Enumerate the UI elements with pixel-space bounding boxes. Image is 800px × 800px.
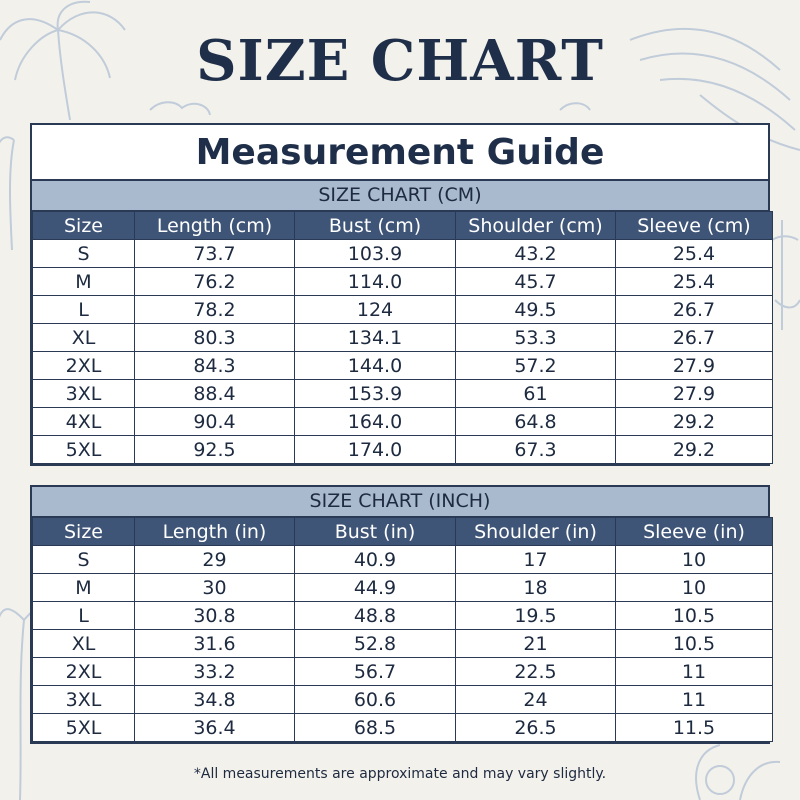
sleeve-cell: 11 xyxy=(616,658,773,686)
size-cell: 2XL xyxy=(33,658,135,686)
sleeve-cell: 27.9 xyxy=(616,380,773,408)
table-row xyxy=(33,240,773,268)
cm-table xyxy=(32,211,773,464)
shoulder-cell: 53.3 xyxy=(456,324,616,352)
size-cell: 2XL xyxy=(33,352,135,380)
bust-cell: 153.9 xyxy=(295,380,456,408)
size-cell: 5XL xyxy=(33,714,135,742)
bust-cell: 48.8 xyxy=(295,602,456,630)
shoulder-cell: 26.5 xyxy=(456,714,616,742)
bust-cell: 52.8 xyxy=(295,630,456,658)
table-row xyxy=(33,324,773,352)
disclaimer-footnote: *All measurements are approximate and may vary slightly. xyxy=(193,766,607,782)
bust-cell: 164.0 xyxy=(295,408,456,436)
table-row xyxy=(33,658,773,686)
length-cell: 36.4 xyxy=(135,714,295,742)
bust-cell: 134.1 xyxy=(295,324,456,352)
inch-table-caption: SIZE CHART (INCH) xyxy=(32,487,768,517)
length-cell: 78.2 xyxy=(135,296,295,324)
shoulder-cell: 43.2 xyxy=(456,240,616,268)
inch-table xyxy=(32,517,773,742)
column-header-bust: Bust (in) xyxy=(295,518,456,546)
column-header-bust: Bust (cm) xyxy=(295,212,456,240)
cm-header-row xyxy=(33,212,773,240)
shoulder-cell: 61 xyxy=(456,380,616,408)
bust-cell: 68.5 xyxy=(295,714,456,742)
size-cell: M xyxy=(33,574,135,602)
shoulder-cell: 57.2 xyxy=(456,352,616,380)
length-cell: 30.8 xyxy=(135,602,295,630)
sleeve-cell: 11 xyxy=(616,686,773,714)
length-cell: 31.6 xyxy=(135,630,295,658)
size-cell: L xyxy=(33,602,135,630)
shoulder-cell: 17 xyxy=(456,546,616,574)
bust-cell: 103.9 xyxy=(295,240,456,268)
size-cell: 3XL xyxy=(33,380,135,408)
length-cell: 88.4 xyxy=(135,380,295,408)
bust-cell: 144.0 xyxy=(295,352,456,380)
length-cell: 73.7 xyxy=(135,240,295,268)
cm-table-caption: SIZE CHART (CM) xyxy=(32,181,768,211)
measurement-guide-heading: Measurement Guide xyxy=(32,125,768,181)
table-row xyxy=(33,408,773,436)
sleeve-cell: 29.2 xyxy=(616,436,773,464)
shoulder-cell: 64.8 xyxy=(456,408,616,436)
column-header-sleeve: Sleeve (cm) xyxy=(616,212,773,240)
size-cell: 4XL xyxy=(33,408,135,436)
sleeve-cell: 26.7 xyxy=(616,296,773,324)
sleeve-cell: 10 xyxy=(616,546,773,574)
bust-cell: 56.7 xyxy=(295,658,456,686)
column-header-size: Size xyxy=(33,518,135,546)
table-row xyxy=(33,714,773,742)
length-cell: 30 xyxy=(135,574,295,602)
inch-header-row xyxy=(33,518,773,546)
shoulder-cell: 49.5 xyxy=(456,296,616,324)
column-header-size: Size xyxy=(33,212,135,240)
shoulder-cell: 18 xyxy=(456,574,616,602)
shoulder-cell: 19.5 xyxy=(456,602,616,630)
shoulder-cell: 45.7 xyxy=(456,268,616,296)
sleeve-cell: 27.9 xyxy=(616,352,773,380)
sleeve-cell: 10 xyxy=(616,574,773,602)
table-row xyxy=(33,296,773,324)
size-cell: S xyxy=(33,240,135,268)
table-row xyxy=(33,574,773,602)
table-row xyxy=(33,352,773,380)
size-chart-inch xyxy=(30,485,770,744)
table-row xyxy=(33,630,773,658)
shoulder-cell: 21 xyxy=(456,630,616,658)
table-row xyxy=(33,380,773,408)
sleeve-cell: 11.5 xyxy=(616,714,773,742)
column-header-shoulder: Shoulder (in) xyxy=(456,518,616,546)
table-row xyxy=(33,602,773,630)
column-header-length: Length (in) xyxy=(135,518,295,546)
sleeve-cell: 25.4 xyxy=(616,240,773,268)
size-cell: 5XL xyxy=(33,436,135,464)
bust-cell: 60.6 xyxy=(295,686,456,714)
sleeve-cell: 10.5 xyxy=(616,630,773,658)
size-cell: S xyxy=(33,546,135,574)
length-cell: 80.3 xyxy=(135,324,295,352)
size-cell: XL xyxy=(33,630,135,658)
bust-cell: 174.0 xyxy=(295,436,456,464)
length-cell: 29 xyxy=(135,546,295,574)
column-header-length: Length (cm) xyxy=(135,212,295,240)
sleeve-cell: 26.7 xyxy=(616,324,773,352)
size-chart-cm xyxy=(30,123,770,466)
page-title: SIZE CHART xyxy=(196,28,604,94)
size-cell: M xyxy=(33,268,135,296)
shoulder-cell: 67.3 xyxy=(456,436,616,464)
statue-of-liberty-illustration xyxy=(772,220,800,330)
table-row xyxy=(33,436,773,464)
column-header-sleeve: Sleeve (in) xyxy=(616,518,773,546)
table-row xyxy=(33,686,773,714)
length-cell: 84.3 xyxy=(135,352,295,380)
shoulder-cell: 22.5 xyxy=(456,658,616,686)
table-row xyxy=(33,268,773,296)
length-cell: 33.2 xyxy=(135,658,295,686)
bust-cell: 40.9 xyxy=(295,546,456,574)
length-cell: 34.8 xyxy=(135,686,295,714)
size-cell: XL xyxy=(33,324,135,352)
column-header-shoulder: Shoulder (cm) xyxy=(456,212,616,240)
sleeve-cell: 29.2 xyxy=(616,408,773,436)
bust-cell: 114.0 xyxy=(295,268,456,296)
table-row xyxy=(33,546,773,574)
bust-cell: 44.9 xyxy=(295,574,456,602)
bust-cell: 124 xyxy=(295,296,456,324)
length-cell: 90.4 xyxy=(135,408,295,436)
length-cell: 76.2 xyxy=(135,268,295,296)
sleeve-cell: 25.4 xyxy=(616,268,773,296)
length-cell: 92.5 xyxy=(135,436,295,464)
size-cell: 3XL xyxy=(33,686,135,714)
sleeve-cell: 10.5 xyxy=(616,602,773,630)
size-cell: L xyxy=(33,296,135,324)
shoulder-cell: 24 xyxy=(456,686,616,714)
